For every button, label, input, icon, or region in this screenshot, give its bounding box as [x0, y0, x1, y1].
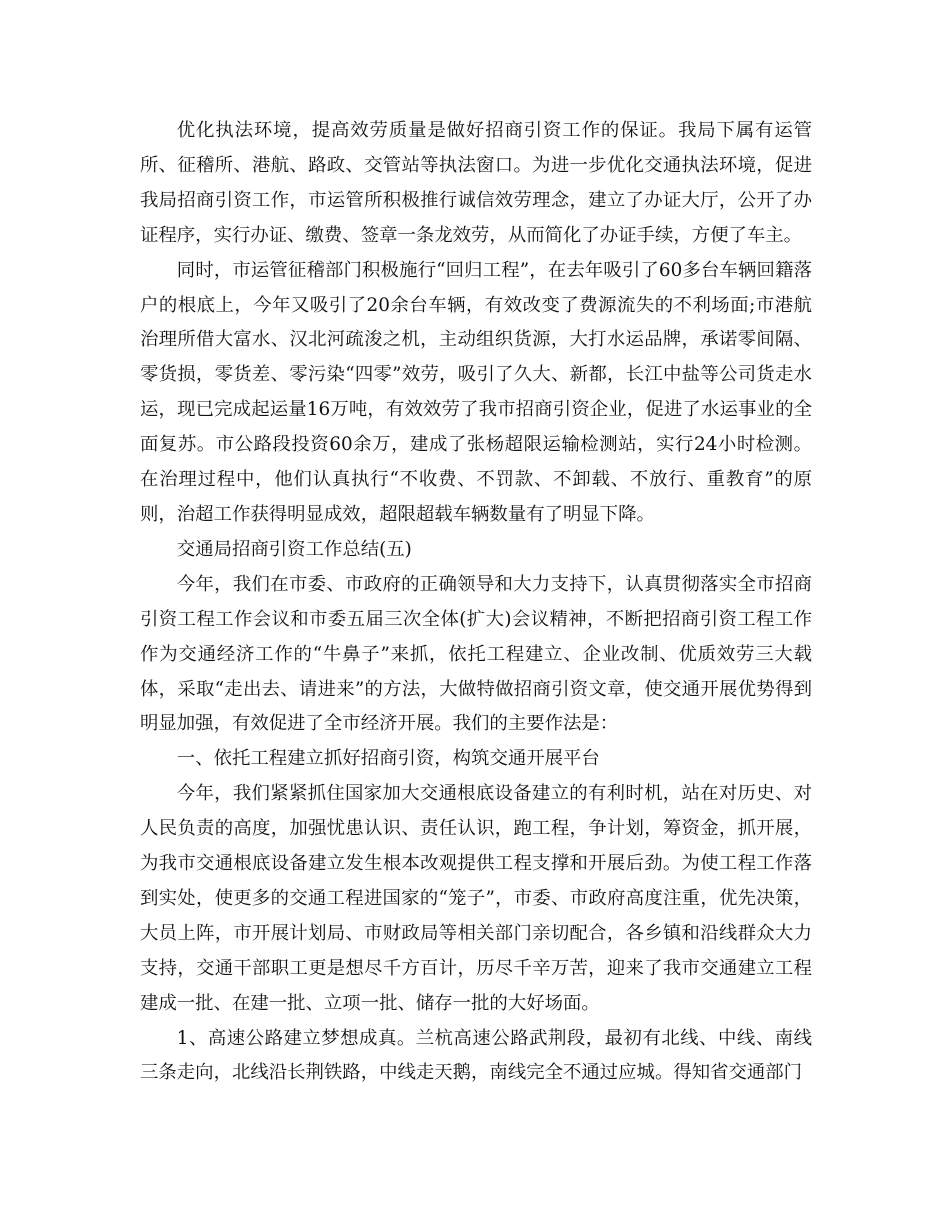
paragraph-infrastructure-opportunity: 今年，我们紧紧抓住国家加大交通根底设备建立的有利时机，站在对历史、对人民负责的高度，加强忧患认识、责任认识，跑工程，争计划，筹资金，抓开展，为我市交通根底设备建立发生根本改观提供工程支撑和开展后劲。为使工程工作落到实处，使更多的交通工程进国家的“笼子”，市委、市政府高度注重，优先决策，大员上阵，市开展计划局、市财政局等相关部门亲切配合，各乡镇和沿线群众大力支持，交通干部职工更是想尽千方百计，历尽千辛万苦，迎来了我市交通建立工程建成一批、在建一批、立项一批、储存一批的大好场面。	[140, 783, 812, 1014]
section-title-summary-five: 交通局招商引资工作总结(五)	[176, 538, 412, 560]
paragraph-highway-construction: 1、高速公路建立梦想成真。兰杭高速公路武荆段，最初有北线、中线、南线三条走向，北线沿长荆铁路，中线走天鹅，南线完全不通过应城。得知省交通部门	[140, 1027, 812, 1084]
document-page	[140, 114, 812, 1091]
paragraph-this-year-overview: 今年，我们在市委、市政府的正确领导和大力支持下，认真贯彻落实全市招商引资工程工作会议和市委五届三次全体(扩大)会议精神，不断把招商引资工程工作作为交通经济工作的“牛鼻子”来抓，依托工程建立、企业改制、优质效劳三大载体，采取“走出去、请进来”的方法，大做特做招商引资文章，使交通开展优势得到明显加强，有效促进了全市经济开展。我们的主要作法是：	[140, 573, 812, 735]
heading-section-one: 一、依托工程建立抓好招商引资，构筑交通开展平台	[176, 748, 600, 770]
paragraph-return-project: 同时，市运管征稽部门积极施行“回归工程”，在去年吸引了60多台车辆回籍落户的根底上，今年又吸引了20余台车辆，有效改变了费源流失的不利场面;市港航治理所借大富水、汉北河疏浚之机，主动组织货源，大打水运品牌，承诺零间隔、零货损，零货差、零污染“四零”效劳，吸引了久大、新都，长江中盐等公司货走水运，现已完成起运量16万吨，有效效劳了我市招商引资企业，促进了水运事业的全面复苏。市公路段投资60余万，建成了张杨超限运输检测站，实行24小时检测。在治理过程中，他们认真执行“不收费、不罚款、不卸载、不放行、重教育”的原则，治超工作获得明显成效，超限超载车辆数量有了明显下降。	[140, 259, 812, 525]
paragraph-law-enforcement-environment: 优化执法环境，提高效劳质量是做好招商引资工作的保证。我局下属有运管所、征稽所、港航、路政、交管站等执法窗口。为进一步优化交通执法环境，促进我局招商引资工作，市运管所积极推行诚信效劳理念，建立了办证大厅，公开了办证程序，实行办证、缴费、签章一条龙效劳，从而简化了办证手续，方便了车主。	[140, 120, 812, 246]
